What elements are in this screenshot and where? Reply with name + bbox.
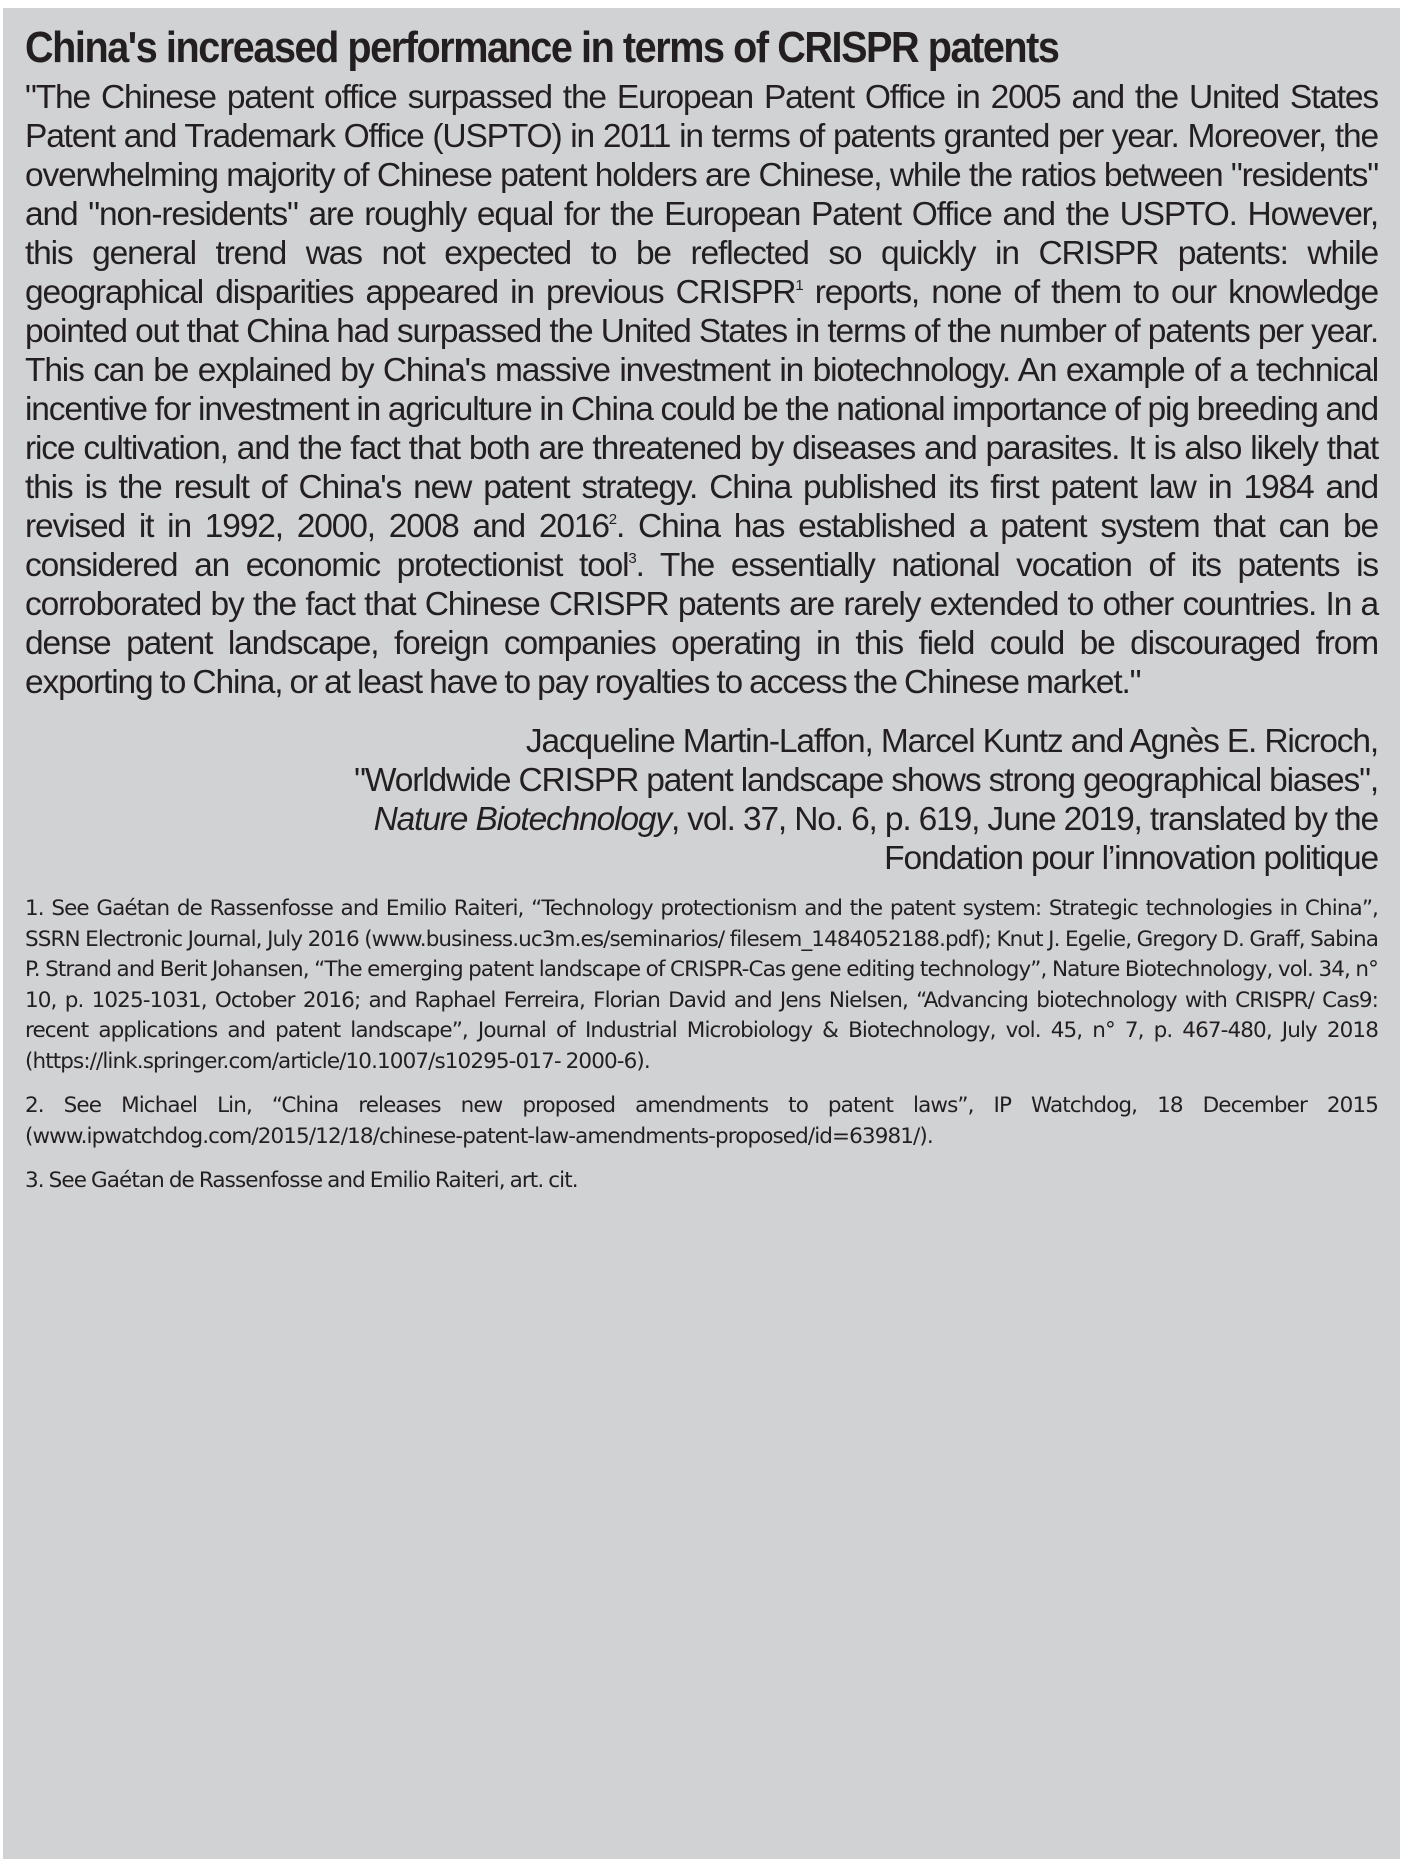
footnote-3: 3. See Gaétan de Rassenfosse and Emilio Raiteri, art. cit.	[25, 1168, 578, 1193]
footnotes	[25, 894, 1378, 1197]
quote-text: . The essentially national vocation of its patents is corroborated by the fact that Chinese CRISPR patents are rarely extended to other countries. In a dense patent landscape, foreign companies operating in this field could be discouraged from exporting to China, or at least have to pay royalties to access the Chinese market."	[25, 547, 1378, 701]
attribution-authors: Jacqueline Martin-Laffon, Marcel Kuntz and Agnès E. Ricroch,	[525, 723, 1378, 760]
attribution-article-title: "Worldwide CRISPR patent landscape shows strong geographical biases",	[354, 762, 1378, 799]
attribution	[25, 722, 1378, 878]
footnote-ref-3: 3	[628, 550, 636, 567]
footnote-1: 1. See Gaétan de Rassenfosse and Emilio Raiteri, “Technology protectionism and the patent system: Strategic technologies in China”, SSRN Electronic Journal, July 2016 (www.business.uc3m.es/seminarios/ filesem_1484052188.pdf); Knut J. Egelie, Gregory D. Graff, Sabina P. Strand and Berit Johansen, “The emerging patent landscape of CRISPR-Cas gene editing technology”, Nature Biotechnology, vol. 34, n° 10, p. 1025-1031, October 2016; and Raphael Ferreira, Florian David and Jens Nielsen, “Advancing biotechnology with CRISPR/ Cas9: recent applications and patent landscape”, Journal of Industrial Microbiology & Biotechnology, vol. 45, n° 7, p. 467-480, July 2018 (https://link.springer.com/article/10.1007/s10295-017- 2000-6).	[25, 896, 1378, 1074]
attribution-source	[25, 800, 1378, 839]
quote-text: "The Chinese patent office surpassed the European Patent Office in 2005 and the United States Patent and Trademark Office (USPTO) in 2011 in terms of patents granted per year. Moreover, the overwhelming majority of Chinese patent holders are Chinese, while the ratios between "residents" and "non-residents" are roughly equal for the European Patent Office and the USPTO. However, this general trend was not expected to be reflected so quickly in CRISPR patents: while geographical disparities appeared in previous CRISPR	[25, 79, 1378, 311]
sidebar-box	[3, 8, 1400, 1859]
footnote-ref-2: 2	[608, 511, 616, 528]
box-title: China's increased performance in terms of CRISPR patents	[25, 23, 1059, 72]
footnote-2: 2. See Michael Lin, “China releases new proposed amendments to patent laws”, IP Watchdog, 18 December 2015 (www.ipwatchdog.com/2015/12/18/chinese-patent-law-amendments-proposed/id=63981/).	[25, 1093, 1378, 1149]
quote-paragraph	[25, 78, 1378, 702]
quote-text: reports, none of them to our knowledge pointed out that China had surpassed the United States in terms of the number of patents per year. This can be explained by China's massive investment in biotechnology. An example of a technical incentive for investment in agriculture in China could be the national importance of pig breeding and rice cultivation, and the fact that both are threatened by diseases and parasites. It is also likely that this is the result of China's new patent strategy. China published its first patent law in 1984 and revised it in 1992, 2000, 2008 and 2016	[25, 274, 1378, 545]
attribution-details: , vol. 37, No. 6, p. 619, June 2019, translated by the	[670, 801, 1378, 838]
attribution-translator: Fondation pour l’innovation politique	[884, 840, 1378, 877]
footnote-ref-1: 1	[795, 277, 803, 294]
quote-text: . China has established a patent system that can be considered an economic protectionist tool	[25, 508, 1378, 584]
attribution-journal: Nature Biotechnology	[373, 801, 671, 838]
